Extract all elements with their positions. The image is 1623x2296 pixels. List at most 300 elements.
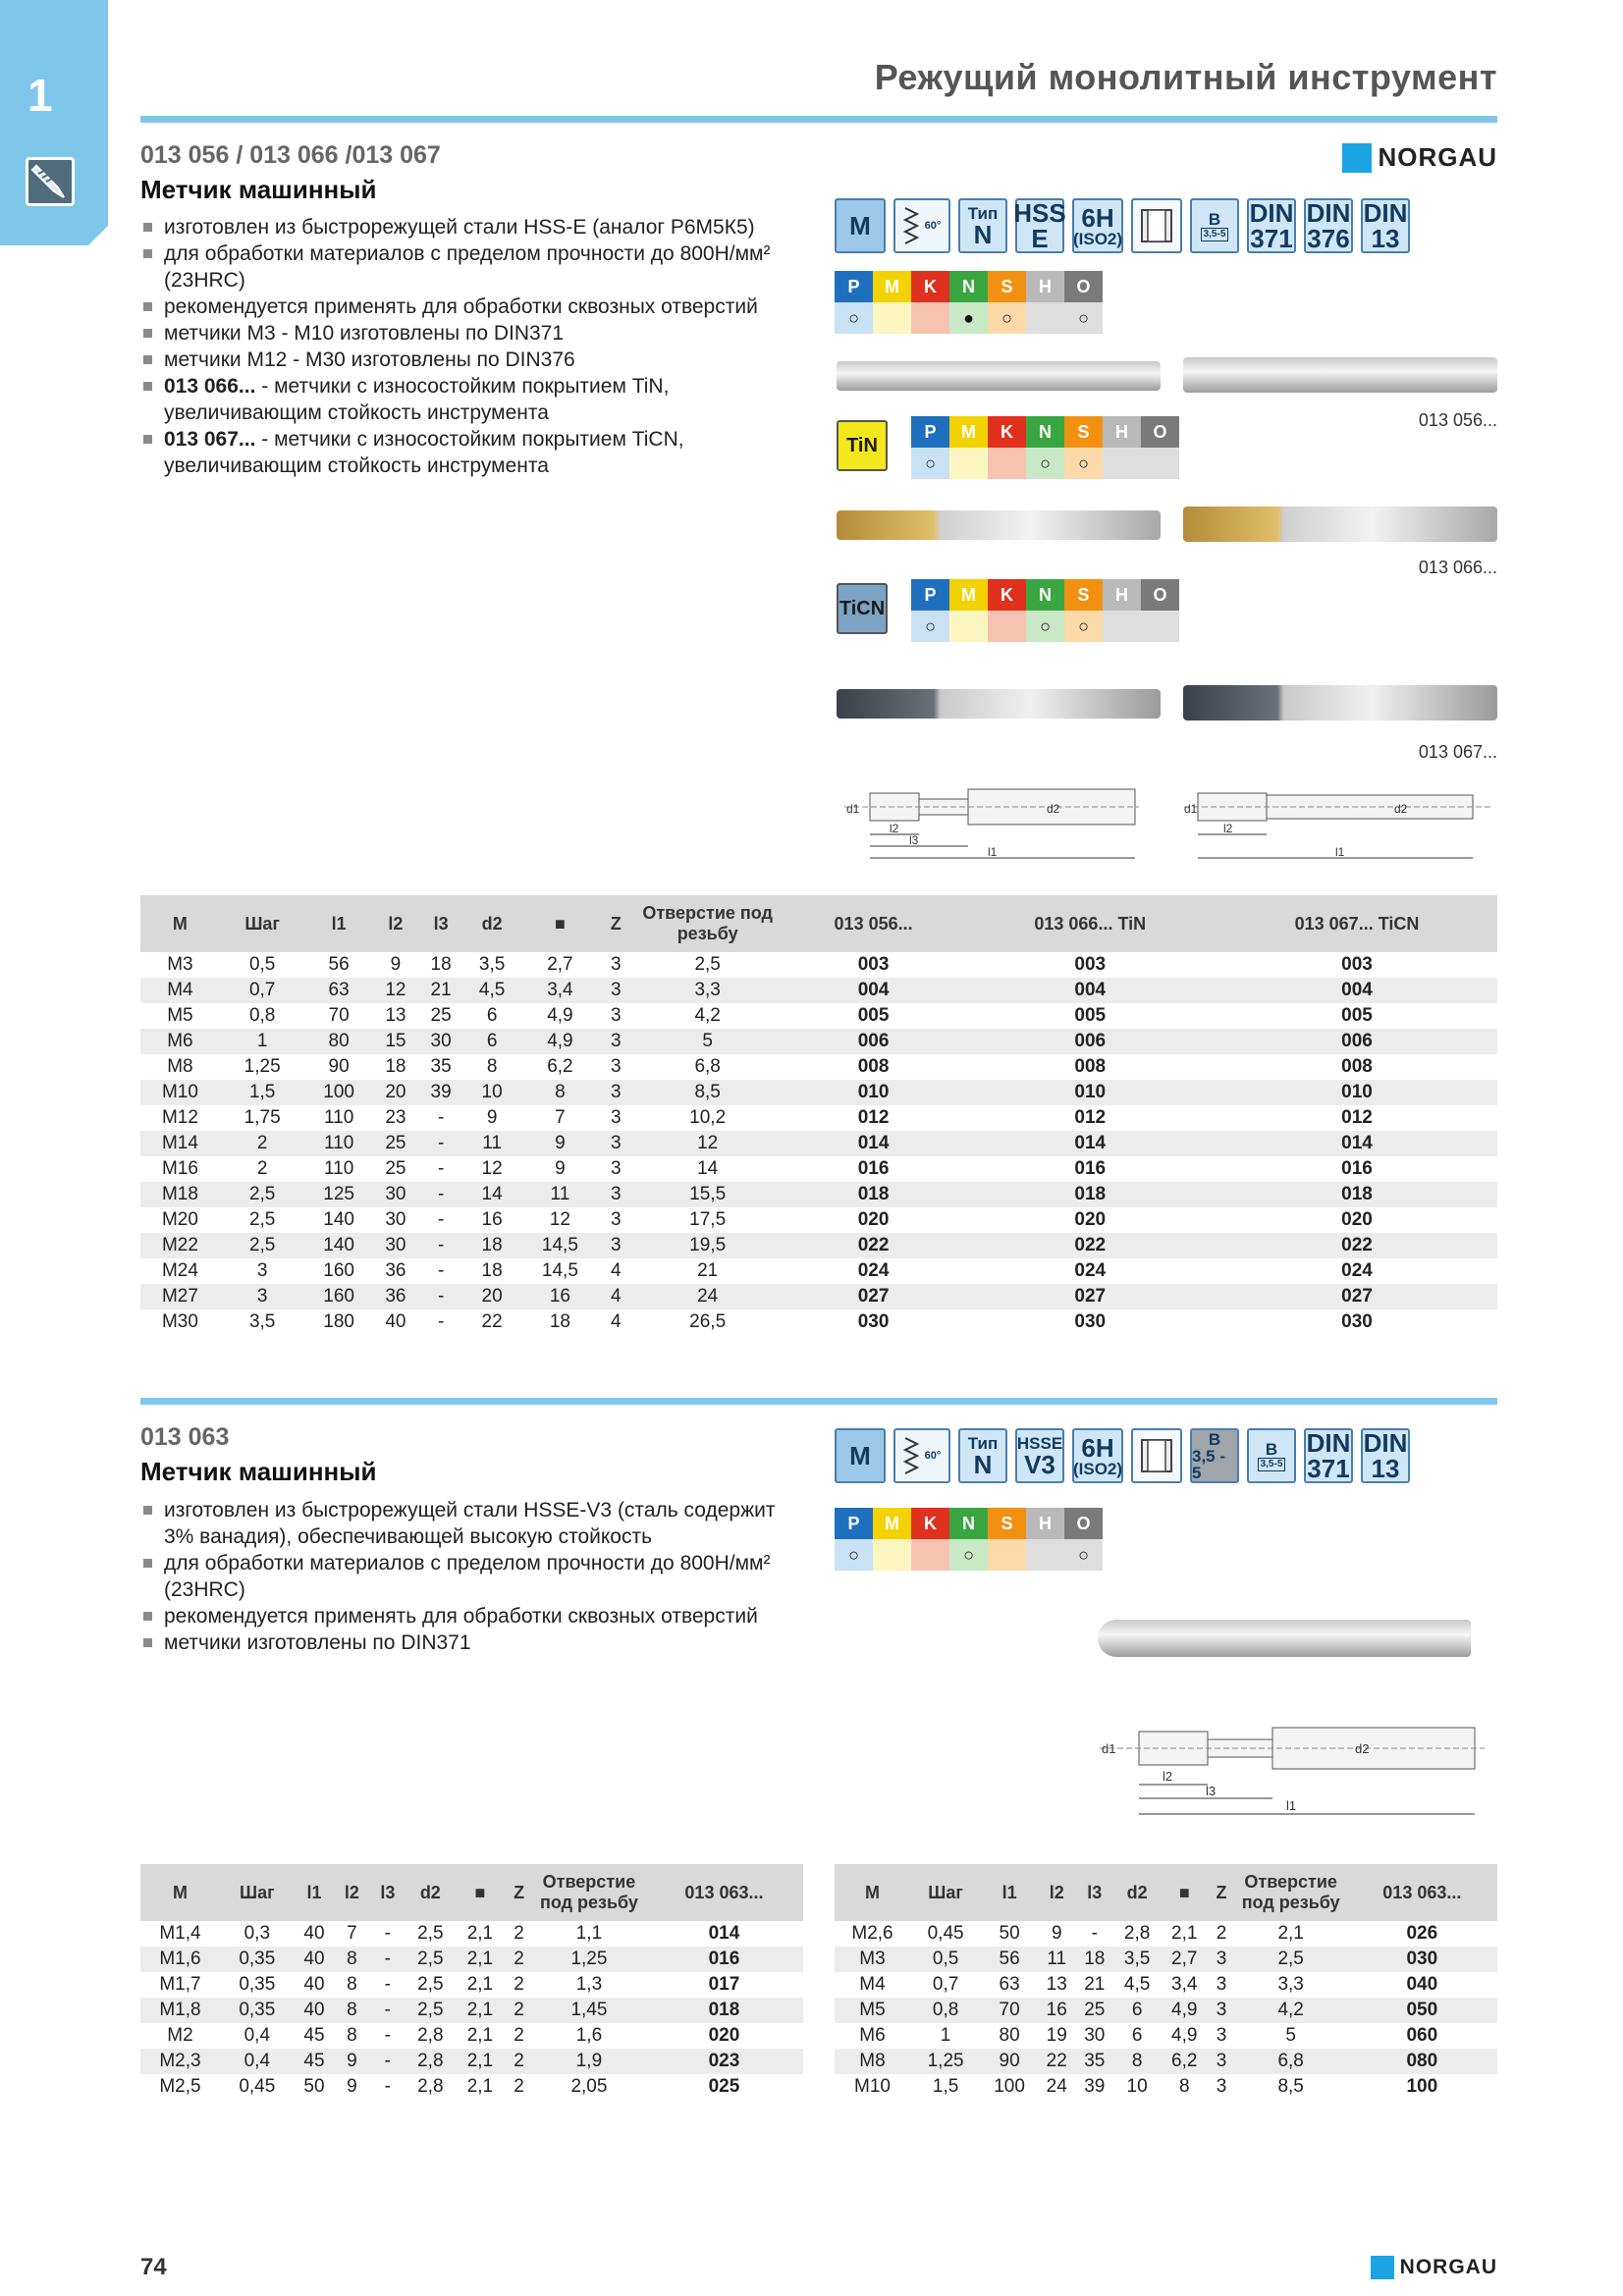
material-suitability-row: [835, 1539, 1103, 1571]
tap-photo-013056-b: [1183, 357, 1497, 393]
table-cell: 2,8: [1123, 1923, 1151, 1944]
spec-icon-top: DIN: [1363, 1428, 1408, 1458]
spec-icon-top: 60°: [924, 219, 942, 232]
table-cell: 3,4: [1171, 1974, 1198, 1995]
bullet-bold-code: 013 066...: [164, 375, 256, 398]
table-cell: 40: [303, 1974, 325, 1995]
dim-l2-label-b: l2: [1223, 822, 1233, 835]
table-cell: 11: [520, 1182, 600, 1207]
table-cell: 18: [481, 1260, 503, 1281]
table-cell: 2,1: [466, 2076, 494, 2097]
table-cell: 10: [1126, 2076, 1148, 2097]
table-cell: 125: [304, 1182, 372, 1207]
table-cell: 10: [463, 1080, 520, 1105]
dim-l1-label: l1: [988, 845, 998, 859]
table-cell: 21: [697, 1260, 719, 1281]
material-suitability-mark: ○: [835, 302, 873, 334]
table-cell: 30: [373, 1233, 418, 1258]
table-cell: M8: [835, 2049, 910, 2074]
material-letter-row: [911, 416, 1179, 448]
table-cell: 2: [505, 1947, 533, 1972]
table-cell: 2,1: [466, 1923, 494, 1944]
table-cell: 21: [418, 978, 463, 1003]
table-cell: -: [370, 1947, 406, 1972]
table-cell: 005: [857, 1005, 890, 1026]
spec-icon-top: B: [1208, 209, 1221, 229]
material-letter: S: [1064, 416, 1103, 448]
table-cell: 50: [999, 1923, 1020, 1944]
table-cell: 20: [373, 1080, 418, 1105]
table-cell: 010: [964, 1080, 1217, 1105]
table-cell: -: [384, 2076, 391, 2097]
table-cell: 6,8: [1235, 2049, 1347, 2074]
table-row: [140, 1207, 1497, 1233]
spec-icon-bottom: 13: [1371, 224, 1400, 253]
table-cell: 2: [514, 2076, 524, 2097]
table-row: [140, 1972, 803, 1998]
table-cell: 140: [304, 1233, 372, 1258]
table-cell: 4,9: [1171, 2025, 1198, 2046]
material-letter: S: [1064, 579, 1103, 611]
table-cell: 18: [1076, 1947, 1114, 1972]
table-row: [835, 1921, 1497, 1947]
table-cell: 45: [303, 2025, 325, 2046]
section2-name: Метчик машинный: [140, 1457, 377, 1486]
material-suitability-mark: [873, 1539, 911, 1571]
table-cell: 6: [1113, 1998, 1161, 2023]
spec-icon-bottom: 376: [1307, 224, 1350, 253]
table-cell: M5: [167, 1005, 193, 1026]
table-cell: -: [370, 1998, 406, 2023]
table-cell: 016: [1074, 1158, 1107, 1179]
table-header-cell: l3: [418, 895, 463, 952]
spec-icon-top: 6H: [1081, 202, 1114, 233]
table-cell: 7: [347, 1923, 357, 1944]
table-cell: 3: [1208, 2049, 1234, 2074]
table-header-cell: Отверстие под резьбу: [533, 1864, 645, 1921]
table-cell: 45: [295, 2049, 334, 2074]
table-cell: 030: [857, 1311, 890, 1332]
material-letter: N: [1026, 579, 1064, 611]
table-cell: 2,1: [466, 2025, 494, 2046]
section2-bullets: [140, 1497, 808, 1656]
table-header-cell: d2: [1113, 1864, 1161, 1921]
table-row: [140, 1054, 1497, 1080]
dim-d2-label: d2: [1047, 802, 1060, 816]
table-cell: 3: [610, 1209, 622, 1230]
bullet-item: рекомендуется применять для обработки сквозных отверстий: [140, 1603, 808, 1629]
material-letter: H: [1103, 579, 1141, 611]
material-suitability-mark: ○: [1026, 448, 1064, 479]
table-cell: 24: [1046, 2076, 1067, 2097]
table-cell: 1,1: [575, 1923, 603, 1944]
table-cell: 016: [857, 1158, 890, 1179]
table-header-cell: Шаг: [910, 1864, 981, 1921]
table-cell: 70: [328, 1005, 350, 1026]
table-cell: 160: [304, 1284, 372, 1309]
table-cell: 3: [1216, 2025, 1227, 2046]
table-cell: 18: [549, 1311, 570, 1332]
table-cell: 006: [784, 1029, 964, 1054]
spec-icon-bottom: N: [973, 1449, 993, 1479]
table-cell: 6,8: [694, 1056, 721, 1077]
table-cell: 024: [1341, 1260, 1373, 1281]
table-cell: 6,2: [547, 1056, 573, 1077]
table-cell: 3: [1216, 2076, 1227, 2097]
table-cell: 0,35: [220, 1998, 295, 2023]
table-cell: 26,5: [689, 1311, 727, 1332]
table-cell: 100: [994, 2076, 1025, 2097]
table-cell: 3: [610, 1107, 622, 1128]
table-cell: 016: [1341, 1158, 1373, 1179]
table-cell: 0,4: [243, 2025, 271, 2046]
table-cell: 2,5: [406, 1998, 456, 2023]
table-cell: 004: [964, 978, 1217, 1003]
tap-photo-013066-b: [1183, 507, 1497, 542]
table-cell: 15: [373, 1029, 418, 1054]
table-row: [835, 2023, 1497, 2049]
table-cell: -: [1091, 1923, 1098, 1944]
table-cell: 3,3: [1277, 1974, 1304, 1995]
spec-icon: [1131, 198, 1182, 253]
table-cell: 2,5: [417, 1974, 444, 1995]
table-cell: M6: [140, 1029, 220, 1054]
table-cell: M22: [140, 1233, 220, 1258]
table-cell: 1,75: [243, 1107, 281, 1128]
table-cell: 1,9: [533, 2049, 645, 2074]
table-cell: 25: [385, 1158, 406, 1179]
table-cell: 180: [323, 1311, 354, 1332]
table-cell: 3: [1208, 1947, 1234, 1972]
table-cell: 3: [220, 1284, 305, 1309]
table-header-cell: Шаг: [220, 1864, 295, 1921]
section2-spec-icons: [835, 1428, 1410, 1483]
table-cell: M24: [161, 1260, 198, 1281]
table-cell: 2: [220, 1131, 305, 1156]
material-letter: O: [1064, 1508, 1103, 1539]
table-cell: 0,35: [220, 1947, 295, 1972]
table-cell: M1,7: [159, 1974, 201, 1995]
material-suitability-mark: [873, 302, 911, 334]
table-cell: 008: [857, 1056, 890, 1077]
table-cell: 2: [505, 1998, 533, 2023]
table-cell: 3: [600, 978, 632, 1003]
table-cell: 040: [1406, 1974, 1438, 1995]
page-number: 74: [140, 2254, 167, 2280]
table-cell: 2,1: [456, 1947, 506, 1972]
bullet-item: [140, 320, 808, 347]
table-cell: 8: [486, 1056, 498, 1077]
table-cell: 9: [1051, 1923, 1062, 1944]
table-cell: 005: [1341, 1005, 1373, 1026]
material-table-013063: [835, 1508, 1103, 1571]
table-cell: 6: [463, 1029, 520, 1054]
table-cell: M2,6: [851, 1923, 893, 1944]
table-row: [140, 1003, 1497, 1029]
spec-icon-top: M: [849, 211, 871, 240]
spec-icon-top: 60°: [924, 1449, 942, 1462]
table-cell: 25: [1076, 1998, 1114, 2023]
table-cell: 110: [323, 1107, 354, 1128]
table-cell: 1: [940, 2025, 951, 2046]
table-cell: 2,7: [547, 954, 573, 975]
spec-icon-bottom: 3,5-5: [1258, 1458, 1286, 1471]
table-header-cell: M: [140, 1864, 220, 1921]
material-letter: S: [988, 271, 1026, 302]
table-cell: 2,5: [220, 1233, 305, 1258]
table-cell: 3: [610, 1005, 622, 1026]
bullet-item: метчики изготовлены по DIN371: [140, 1629, 808, 1656]
table-cell: 63: [999, 1974, 1020, 1995]
table-cell: 1,5: [220, 1080, 305, 1105]
table-cell: 020: [857, 1209, 890, 1230]
spec-icon: [1361, 1428, 1410, 1483]
table-cell: 2,1: [456, 2049, 506, 2074]
table-cell: 3: [610, 954, 622, 975]
table-cell: 0,5: [910, 1947, 981, 1972]
table-cell: 023: [645, 2049, 803, 2074]
table-cell: 010: [784, 1080, 964, 1105]
material-suitability-row: [911, 448, 1179, 479]
table-cell: 3,3: [632, 978, 784, 1003]
table-cell: 100: [1406, 2076, 1438, 2097]
table-cell: -: [370, 2049, 406, 2074]
material-suitability-mark: ●: [949, 302, 988, 334]
bullet-text: изготовлен из быстрорежущей стали HSS-E (аналог Р6М5К5): [164, 216, 755, 239]
table-cell: M8: [167, 1056, 193, 1077]
spec-icon: [1247, 198, 1296, 253]
section1-size-table: [140, 895, 1497, 1335]
material-letter: K: [911, 1508, 949, 1539]
table-row: [140, 2074, 803, 2100]
table-cell: 35: [1076, 2049, 1114, 2074]
table-cell: 6: [1131, 2025, 1143, 2046]
bullet-item: [140, 426, 808, 479]
table-cell: 018: [1217, 1182, 1497, 1207]
chapter-tab: [0, 0, 108, 245]
dim-d1-label-c: d1: [1102, 1741, 1116, 1756]
table-cell: 2,8: [417, 2025, 444, 2046]
table-cell: 90: [328, 1056, 350, 1077]
material-letter: N: [949, 1508, 988, 1539]
spec-icon: [1304, 198, 1353, 253]
table-header-cell: l2: [1038, 1864, 1076, 1921]
table-cell: 8: [1113, 2049, 1161, 2074]
material-suitability-mark: [1026, 302, 1064, 334]
table-cell: 003: [857, 954, 890, 975]
material-suitability-mark: [988, 611, 1026, 642]
table-cell: 2,1: [1171, 1923, 1198, 1944]
table-cell: 020: [1341, 1209, 1373, 1230]
table-row: [140, 1029, 1497, 1054]
table-cell: 0,7: [220, 978, 305, 1003]
material-letter: M: [949, 416, 988, 448]
bullet-item: для обработки материалов с пределом прочности до 800Н/мм² (23HRC): [140, 1550, 808, 1603]
table-cell: M4: [859, 1974, 886, 1995]
table-row: [140, 1998, 803, 2023]
table-cell: 36: [373, 1284, 418, 1309]
table-cell: 14: [463, 1182, 520, 1207]
dim-l1-label-c: l1: [1286, 1798, 1297, 1813]
table-cell: 18: [385, 1056, 406, 1077]
table-cell: 160: [323, 1260, 354, 1281]
table-cell: 4: [610, 1311, 622, 1332]
table-cell: 8: [347, 2025, 357, 2046]
table-cell: 50: [303, 2076, 325, 2097]
table-cell: 3: [600, 1080, 632, 1105]
table-cell: 13: [1046, 1974, 1067, 1995]
table-cell: M1,6: [140, 1947, 220, 1972]
table-cell: 2,8: [406, 2049, 456, 2074]
material-letter: N: [1026, 416, 1064, 448]
footer-logo-square-icon: [1371, 2256, 1394, 2279]
page-header-title: Режущий монолитный инструмент: [874, 57, 1497, 97]
table-header-cell: l2: [373, 895, 418, 952]
material-letter-row: [911, 579, 1179, 611]
table-cell: 050: [1347, 1998, 1497, 2023]
table-row: [140, 2023, 803, 2049]
table-cell: 2,8: [417, 2076, 444, 2097]
spec-icon-top: Тип: [967, 203, 999, 223]
table-cell: 026: [1406, 1923, 1438, 1944]
material-letter: O: [1064, 271, 1103, 302]
material-suitability-mark: [1103, 448, 1141, 479]
table-cell: 005: [1074, 1005, 1107, 1026]
table-cell: 3: [256, 1260, 268, 1281]
table-cell: 12: [549, 1209, 570, 1230]
table-cell: 9: [334, 2049, 369, 2074]
bullet-text: рекомендуется применять для обработки сквозных отверстий: [164, 295, 758, 318]
table-cell: 6,2: [1161, 2049, 1208, 2074]
spec-icon-top: 6H: [1081, 1432, 1114, 1463]
dim-l3-label-c: l3: [1206, 1784, 1217, 1798]
material-suitability-mark: [949, 448, 988, 479]
table-cell: 060: [1406, 2025, 1438, 2046]
bullet-item: [140, 347, 808, 373]
table-row: [140, 1258, 1497, 1284]
table-cell: 2,5: [248, 1209, 276, 1230]
table-cell: M20: [161, 1209, 198, 1230]
spec-icon: [835, 1428, 886, 1483]
table-cell: 0,35: [239, 1974, 276, 1995]
material-suitability-mark: [911, 1539, 949, 1571]
table-cell: -: [437, 1209, 445, 1230]
table-cell: 5: [1285, 2025, 1296, 2046]
table-cell: 3: [600, 1182, 632, 1207]
table-cell: 23: [385, 1107, 406, 1128]
material-letter-row: [835, 271, 1103, 302]
table-cell: 4,9: [1161, 1998, 1208, 2023]
table-cell: -: [418, 1284, 463, 1309]
dimension-drawing-din376: [1178, 774, 1497, 872]
table-cell: 11: [1038, 1947, 1076, 1972]
table-cell: 004: [784, 978, 964, 1003]
table-cell: 030: [1074, 1311, 1107, 1332]
dimension-drawing-013063: [1080, 1708, 1492, 1826]
dim-l2-label-c: l2: [1163, 1769, 1173, 1784]
spec-icon-top: DIN: [1363, 198, 1408, 228]
table-cell: 1,5: [932, 2076, 959, 2097]
section1-codes: 013 056 / 013 066 /013 067: [140, 141, 441, 169]
table-header-cell: Z: [505, 1864, 533, 1921]
spec-icon: [1131, 1428, 1182, 1483]
table-cell: -: [437, 1311, 445, 1332]
material-suitability-mark: ○: [1064, 1539, 1103, 1571]
logo-text: NORGAU: [1378, 142, 1497, 172]
spec-icon: [1304, 1428, 1353, 1483]
table-cell: 4: [610, 1260, 622, 1281]
material-suitability-mark: [911, 302, 949, 334]
table-cell: 12: [373, 978, 418, 1003]
table-cell: 010: [1217, 1080, 1497, 1105]
material-table-uncoated: [835, 271, 1103, 334]
table-cell: 8: [334, 1998, 369, 2023]
table-cell: 2: [514, 1923, 524, 1944]
table-cell: 2,1: [456, 1998, 506, 2023]
bullet-item: [140, 240, 808, 294]
material-letter: P: [911, 416, 949, 448]
table-row: [140, 1156, 1497, 1182]
section2-size-table-left: [140, 1864, 803, 2100]
material-letter: H: [1026, 271, 1064, 302]
table-cell: 16: [1038, 1998, 1076, 2023]
coating-badge-ticn: TiCN: [837, 583, 888, 634]
table-row: [835, 2074, 1497, 2100]
table-cell: 8,5: [632, 1080, 784, 1105]
table-cell: 1: [220, 1029, 305, 1054]
spec-icon: [835, 198, 886, 253]
table-header-cell: l1: [295, 1864, 334, 1921]
table-cell: 80: [999, 2025, 1020, 2046]
spec-icon-top: HSSE: [1016, 1433, 1063, 1453]
material-letter: P: [835, 1508, 873, 1539]
table-cell: 2: [256, 1158, 268, 1179]
material-letter: S: [988, 1508, 1026, 1539]
spec-icon: [893, 1428, 950, 1483]
table-cell: 080: [1347, 2049, 1497, 2074]
section1-bullets: [140, 214, 808, 479]
spec-icon: [1190, 1428, 1239, 1483]
table-cell: -: [418, 1182, 463, 1207]
dim-d2-label-c: d2: [1355, 1741, 1370, 1756]
table-header-cell: l1: [981, 1864, 1038, 1921]
table-cell: 30: [385, 1209, 406, 1230]
table-cell: 2: [505, 2049, 533, 2074]
table-cell: 0,45: [927, 1923, 964, 1944]
table-cell: 0,8: [910, 1998, 981, 2023]
table-cell: 020: [708, 2025, 740, 2046]
table-cell: 3: [1216, 1974, 1227, 1995]
table-cell: M12: [161, 1107, 198, 1128]
table-row: [140, 1105, 1497, 1131]
table-cell: 30: [373, 1182, 418, 1207]
material-suitability-row: [835, 302, 1103, 334]
dim-l1-label-b: l1: [1335, 845, 1345, 859]
table-cell: 12: [481, 1158, 503, 1179]
table-header-cell: Отверстие под резьбу: [632, 895, 784, 952]
material-suitability-mark: ○: [911, 448, 949, 479]
spec-icon: [1072, 1428, 1123, 1483]
table-cell: 18: [463, 1233, 520, 1258]
material-suitability-mark: [988, 448, 1026, 479]
table-cell: 13: [385, 1005, 406, 1026]
table-header-cell: 013 067... TiCN: [1217, 895, 1497, 952]
tap-photo-013066-a: [837, 510, 1161, 540]
table-cell: 014: [708, 1923, 740, 1944]
table-cell: 017: [708, 1974, 740, 1995]
spec-icon: [1361, 198, 1410, 253]
table-cell: 2,5: [406, 1947, 456, 1972]
